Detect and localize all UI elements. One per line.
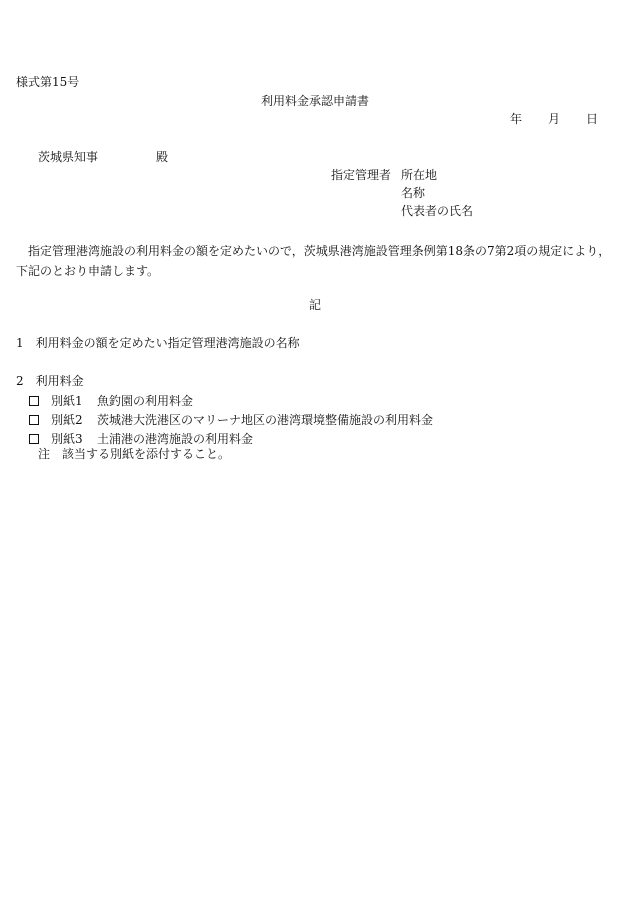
date-month: 月 — [547, 112, 560, 126]
note-text: 該当する別紙を添付すること。 — [62, 447, 231, 461]
document-title: 利用料金承認申請書 — [260, 94, 369, 108]
applicant-label: 指定管理者 — [331, 168, 392, 182]
date-line — [510, 113, 598, 125]
attachment-item — [28, 391, 433, 410]
attachment-item — [28, 410, 433, 429]
intro-paragraph: 指定管理港湾施設の利用料金の額を定めたいので，茨城県港湾施設管理条例第18条の7第2項の規定により，下記のとおり申請します。 — [16, 244, 611, 278]
attachment-checkbox[interactable] — [29, 434, 39, 444]
attachment-label: 別紙1 — [51, 393, 83, 408]
addressee-name: 茨城県知事 — [38, 150, 99, 164]
attachment-checkbox[interactable] — [29, 396, 39, 406]
attachment-text: 土浦港の港湾施設の利用料金 — [97, 431, 254, 446]
attachment-text: 魚釣園の利用料金 — [97, 393, 194, 408]
addressee-honorific: 殿 — [156, 150, 169, 164]
attachment-list — [28, 391, 433, 448]
applicant-fields — [401, 169, 473, 223]
addressee — [38, 151, 168, 163]
note — [38, 448, 230, 460]
form-number: 様式第15号 — [16, 75, 80, 89]
attachment-label: 別紙3 — [51, 431, 83, 446]
section-2-heading: 2 利用料金 — [16, 374, 84, 388]
section-1-heading: 1 利用料金の額を定めたい指定管理港湾施設の名称 — [16, 336, 300, 350]
note-head: 注 — [38, 447, 51, 461]
attachment-label: 別紙2 — [51, 412, 83, 427]
attachment-checkbox[interactable] — [29, 415, 39, 425]
attachment-text: 茨城港大洗港区のマリーナ地区の港湾環境整備施設の利用料金 — [97, 412, 434, 427]
date-day: 日 — [585, 112, 598, 126]
applicant-address-label: 所在地 — [401, 168, 438, 182]
applicant-name-label: 名称 — [401, 186, 426, 200]
date-year: 年 — [509, 112, 522, 126]
applicant-representative-label: 代表者の氏名 — [401, 204, 474, 218]
attachment-item — [28, 429, 433, 448]
ki-heading: 記 — [308, 298, 321, 312]
